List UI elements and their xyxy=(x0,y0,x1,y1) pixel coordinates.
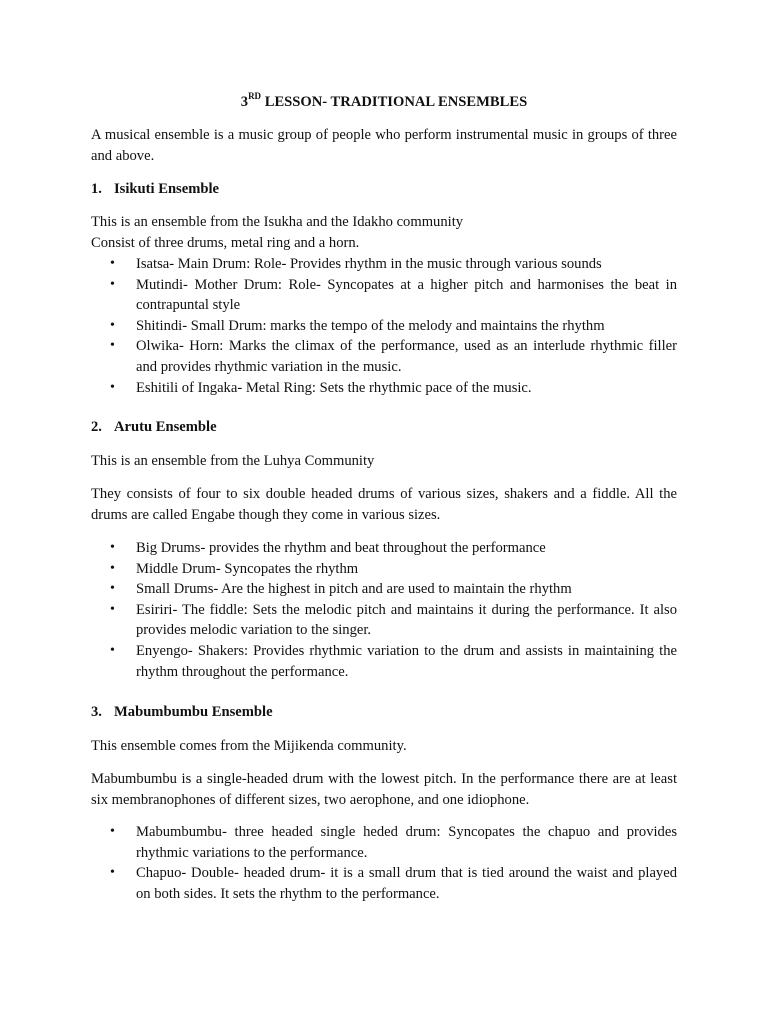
section-3-bullet-list xyxy=(91,822,677,904)
section-1-heading xyxy=(91,179,677,200)
list-item xyxy=(91,378,677,399)
title-text: LESSON- TRADITIONAL ENSEMBLES xyxy=(261,94,528,110)
list-item-text: Olwika- Horn: Marks the climax of the performance, used as an interlude rhythmic filler and provides rhythmic variation in the music. xyxy=(136,338,677,375)
list-item-text: Mutindi- Mother Drum: Role- Syncopates at a higher pitch and harmonises the beat in contrapuntal style xyxy=(136,276,677,314)
list-item-text: Chapuo- Double- headed drum- it is a small drum that is tied around the waist and played on both sides. It sets the rhythm to the performance. xyxy=(136,865,677,902)
list-item xyxy=(91,316,677,337)
bullet-icon: • xyxy=(110,824,115,839)
list-item xyxy=(91,275,677,316)
list-item xyxy=(91,579,677,600)
bullet-icon: • xyxy=(110,601,115,617)
list-item-text: Eshitili of Ingaka- Metal Ring: Sets the rhythmic pace of the music. xyxy=(136,379,532,396)
list-item xyxy=(91,336,677,377)
bullet-icon: • xyxy=(110,276,115,292)
bullet-icon: • xyxy=(110,581,115,597)
intro-paragraph: A musical ensemble is a music group of people who perform instrumental music in groups of three and above. xyxy=(91,127,677,164)
bullet-icon: • xyxy=(110,256,115,271)
section-1-number: 1. xyxy=(91,181,102,197)
section-3-paragraph-2: Mabumbumbu is a single-headed drum with the lowest pitch. In the performance there are at least six membranophones of different sizes, two aerophone, and one idiophone. xyxy=(91,771,677,808)
title-number: 3 xyxy=(240,94,249,110)
bullet-icon: • xyxy=(110,642,115,658)
section-2-paragraph-1: This is an ensemble from the Luhya Community xyxy=(91,453,375,469)
bullet-icon: • xyxy=(110,540,115,555)
section-2-title: Arutu Ensemble xyxy=(114,419,217,435)
list-item-text: Big Drums- provides the rhythm and beat throughout the performance xyxy=(136,540,546,556)
bullet-icon: • xyxy=(110,379,115,395)
list-item-text: Middle Drum- Syncopates the rhythm xyxy=(136,560,359,577)
list-item-text: Esiriri- The fiddle: Sets the melodic pitch and maintains it during the performance. It also provides melodic variation to the singer. xyxy=(136,601,677,639)
list-item-text: Shitindi- Small Drum: marks the tempo of the melody and maintains the rhythm xyxy=(136,317,605,334)
bullet-icon: • xyxy=(110,317,115,333)
bullet-icon: • xyxy=(110,865,115,881)
section-1-bullet-list xyxy=(91,254,677,398)
title-superscript: RD xyxy=(248,91,262,102)
list-item xyxy=(91,600,677,641)
list-item xyxy=(91,559,677,580)
section-1-paragraph-2: Consist of three drums, metal ring and a horn. xyxy=(91,235,360,251)
bullet-icon: • xyxy=(110,560,115,576)
section-3-title: Mabumbumbu Ensemble xyxy=(114,704,273,720)
list-item xyxy=(91,863,677,904)
section-1-paragraph-1: This is an ensemble from the Isukha and the Idakho community xyxy=(91,214,464,230)
section-2-bullet-list xyxy=(91,538,677,682)
section-3-heading xyxy=(91,702,677,723)
page-title xyxy=(0,92,768,113)
section-2-paragraph-2: They consists of four to six double headed drums of various sizes, shakers and a fiddle. All the drums are called Engabe though they come in various sizes. xyxy=(91,486,677,523)
section-3-number: 3. xyxy=(91,704,102,720)
list-item xyxy=(91,254,677,275)
section-3-paragraph-1: This ensemble comes from the Mijikenda community. xyxy=(91,738,407,754)
list-item xyxy=(91,822,677,863)
list-item xyxy=(91,641,677,682)
section-2-heading xyxy=(91,417,677,438)
list-item-text: Mabumbumbu- three headed single heded drum: Syncopates the chapuo and provides rhythmic variations to the performance. xyxy=(136,824,677,861)
bullet-icon: • xyxy=(110,338,115,354)
list-item-text: Enyengo- Shakers: Provides rhythmic variation to the drum and assists in maintaining the rhythm throughout the performance. xyxy=(136,642,677,680)
list-item xyxy=(91,538,677,559)
section-2-number: 2. xyxy=(91,419,102,435)
section-1-title: Isikuti Ensemble xyxy=(114,181,220,197)
list-item-text: Small Drums- Are the highest in pitch and are used to maintain the rhythm xyxy=(136,581,572,598)
list-item-text: Isatsa- Main Drum: Role- Provides rhythm in the music through various sounds xyxy=(136,256,602,272)
